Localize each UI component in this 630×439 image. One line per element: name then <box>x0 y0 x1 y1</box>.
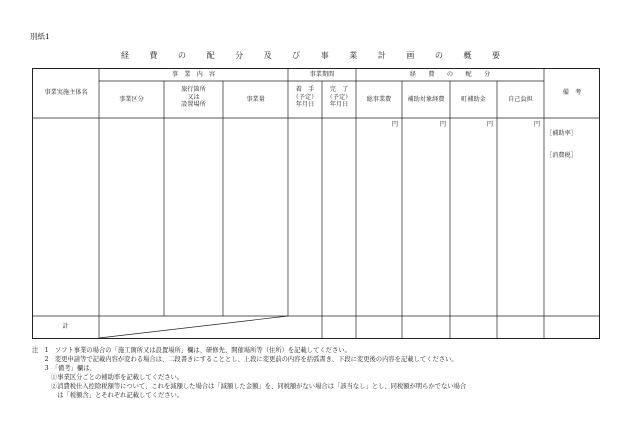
header-quantity: 事業量 <box>246 96 265 103</box>
note-1: 注 1 ソフト事業の場合の「施工箇所又は設置場所」欄は、研修先、開催場所等（住所）を記載してください。 <box>32 347 351 354</box>
header-location-line3: 設置場所 <box>181 101 206 108</box>
note-3-1: ①事業区分ごとの補助率を記載してください。 <box>32 374 184 381</box>
header-total: 総事業費 <box>366 96 392 103</box>
header-self-burden: 自己負担 <box>508 96 533 103</box>
note-2: 2 変更申請等で記載内容が変わる場合は、二段書きにすることとし、上段に変更前の内容を括弧書き、下段に変更後の内容を記載してください。 <box>32 356 458 363</box>
unit-yen-total: 円 <box>391 121 399 128</box>
header-group-period: 事業期間 <box>309 71 335 78</box>
header-end-line3: 年月日 <box>329 101 349 108</box>
attachment-label: 別紙1 <box>30 32 50 41</box>
header-end <box>322 86 356 109</box>
header-group-content: 事 業 内 容 <box>171 71 216 78</box>
page-title: 経 費 の 配 分 及 び 事 業 計 画 の 概 要 <box>120 51 510 60</box>
table-grid <box>32 68 600 339</box>
header-group-cost: 経 費 の 配 分 <box>409 71 491 78</box>
remark-consumption-tax: ［消費税］ <box>546 152 577 159</box>
header-end-line1: 完 了 <box>329 86 349 93</box>
cost-allocation-table <box>32 68 600 339</box>
header-location-line1: 旅行箇所 <box>181 86 206 93</box>
header-subsidy-target: 補助対象経費 <box>407 96 445 103</box>
total-label: 計 <box>62 323 69 330</box>
header-location <box>164 86 223 109</box>
header-entity: 事業実施主体名 <box>44 89 88 96</box>
header-start-line2: （予定） <box>292 93 318 101</box>
header-category: 事業区分 <box>119 96 144 103</box>
header-remarks: 備 考 <box>562 89 582 96</box>
header-start-line1: 着 手 <box>295 86 315 93</box>
remark-subsidy-rate: ［補助率］ <box>546 130 577 137</box>
unit-yen-subsidy-target: 円 <box>439 121 447 128</box>
unit-yen-town-subsidy: 円 <box>486 121 494 128</box>
header-start-line3: 年月日 <box>295 101 315 108</box>
notes-section <box>32 346 600 400</box>
unit-yen-self-burden: 円 <box>533 121 541 128</box>
header-end-line2: （予定） <box>326 93 352 101</box>
note-3-2-cont: は「税額含」とそれぞれ記載してください。 <box>32 392 184 399</box>
note-3-2: ②消費税仕入控除税額等について、これを減額した場合は「減額した金額」を、同税額がない場合は「該当なし」とし、同税額が明らかでない場合 <box>32 383 467 390</box>
header-location-line2: 又は <box>187 93 200 101</box>
note-3: 3 「備考」欄は、 <box>32 365 96 372</box>
header-town-subsidy: 町補助金 <box>461 96 486 103</box>
header-start <box>288 86 322 109</box>
